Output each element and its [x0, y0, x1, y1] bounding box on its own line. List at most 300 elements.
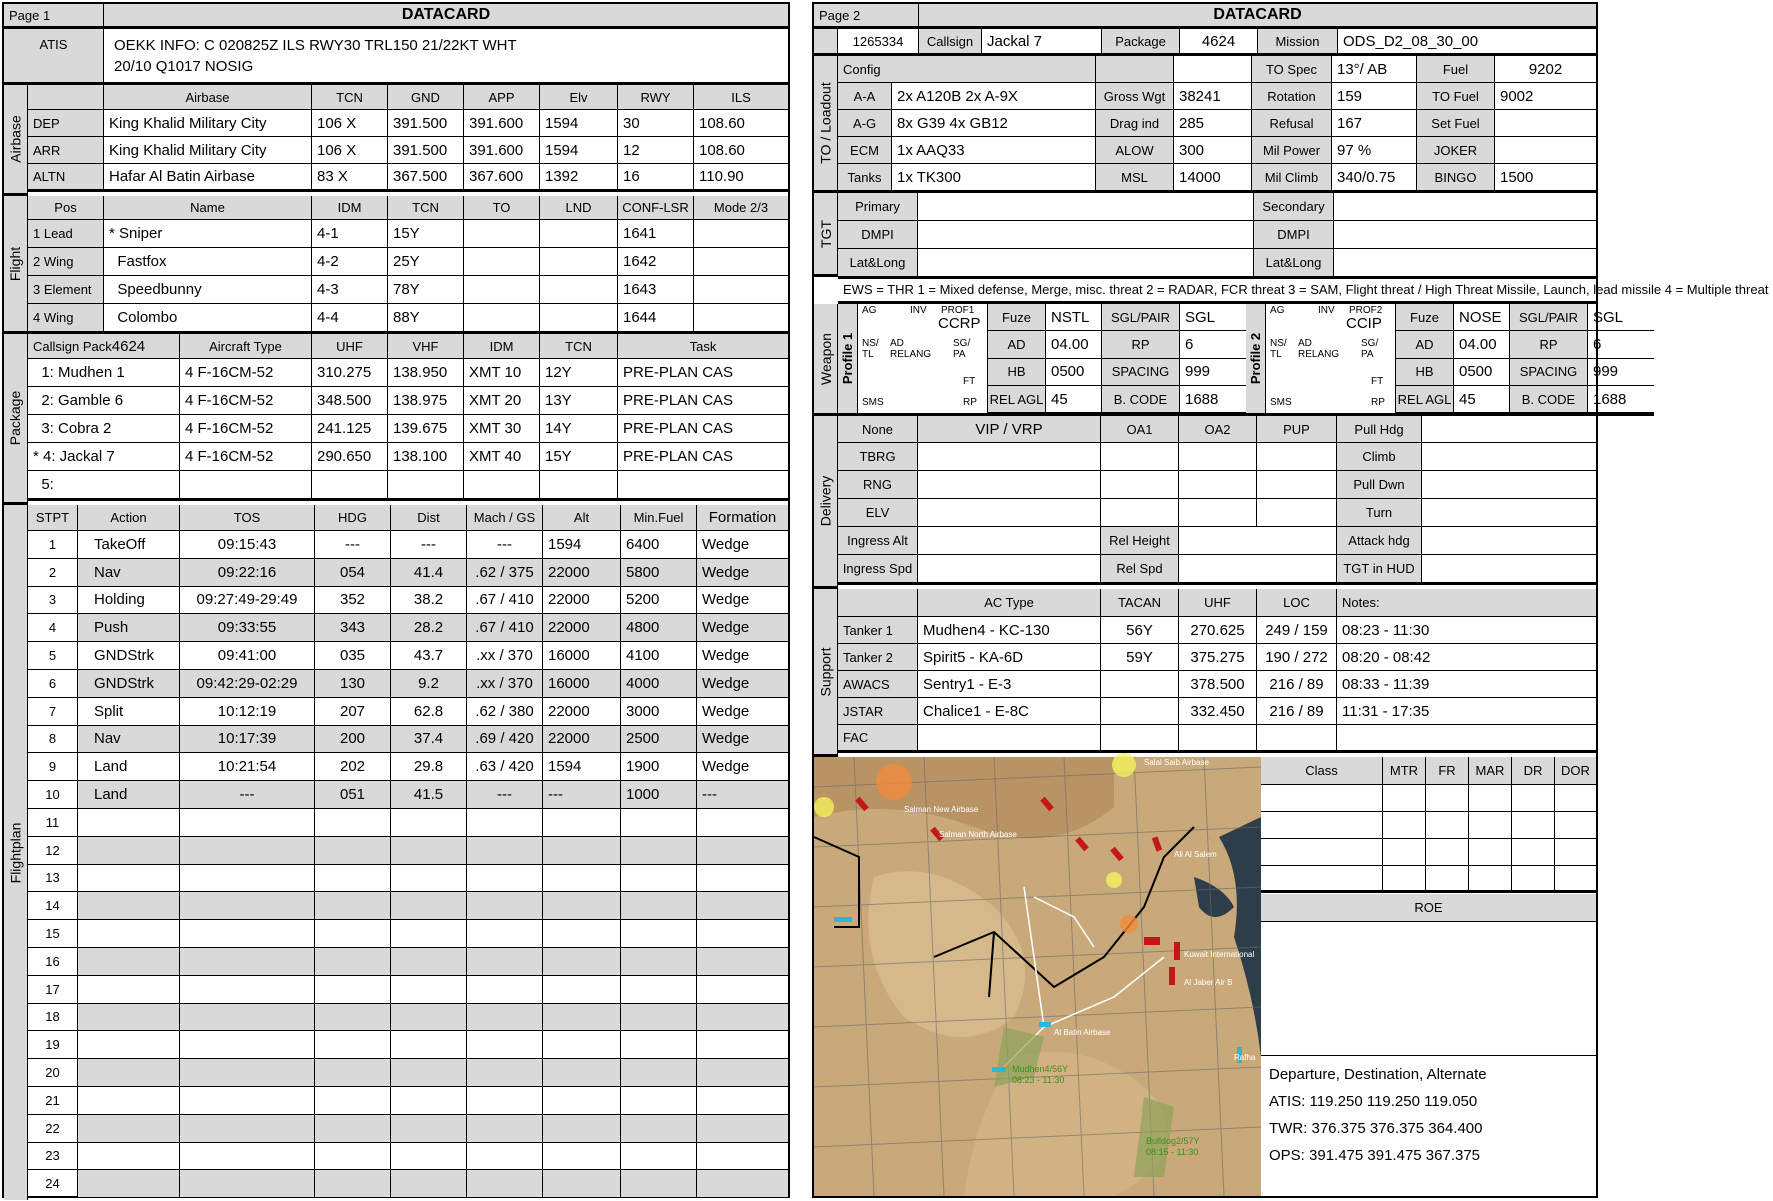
flightplan-cell: 3000 [621, 698, 697, 725]
flightplan-cell: 352 [315, 587, 391, 614]
tgt-field[interactable] [918, 193, 1254, 220]
flightplan-cell [697, 892, 788, 919]
airbase-cell: 108.60 [699, 141, 745, 159]
table-row [838, 698, 1596, 725]
weapon-label: SPACING [1102, 359, 1180, 385]
table-row [1261, 894, 1596, 922]
flightplan-cell [697, 920, 788, 947]
airbase-cell: Hafar Al Batin Airbase [104, 164, 312, 189]
profile-mode: CCRP [938, 315, 981, 332]
profile-ag-label: AG [862, 305, 877, 316]
class-cell[interactable] [1261, 866, 1383, 890]
package-cell: XMT 10 [464, 359, 540, 386]
airbase-header: TCN [312, 85, 388, 109]
tgt-field[interactable] [1334, 193, 1596, 220]
flightplan-cell [621, 1087, 697, 1114]
flightplan-cell [543, 892, 621, 919]
delivery-field[interactable] [1101, 443, 1179, 470]
flightplan-cell: .67 / 410 [467, 587, 543, 614]
delivery-field[interactable] [918, 555, 1101, 582]
weapon-label: RP [1102, 331, 1180, 357]
weapon-label: Fuze [988, 304, 1046, 330]
flightplan-cell [78, 1059, 180, 1086]
delivery-field[interactable] [1422, 471, 1596, 498]
delivery-field[interactable] [1422, 555, 1596, 582]
class-cell[interactable] [1512, 812, 1555, 838]
flight-row-label: 2 Wing [28, 248, 104, 275]
flightplan-cell: Wedge [702, 647, 750, 665]
weapon-value: 04.00 [1046, 331, 1102, 357]
steerpoint-number: 10 [28, 781, 78, 808]
class-cell[interactable] [1469, 866, 1512, 890]
delivery-field[interactable] [918, 471, 1101, 498]
flightplan-cell [180, 1004, 315, 1031]
package-header: TCN [540, 334, 618, 358]
table-row [28, 559, 788, 587]
class-cell[interactable] [1383, 839, 1426, 865]
delivery-field[interactable] [1422, 527, 1596, 554]
support-cell: 59Y [1101, 644, 1179, 670]
table-row [28, 276, 788, 304]
flight-cell [694, 248, 788, 275]
flightplan-cell: 09:22:16 [180, 559, 315, 586]
flightplan-cell [180, 865, 315, 892]
profile-pa-label: PA [953, 349, 966, 360]
airbase-cell: 367.500 [388, 164, 464, 189]
table-row [1396, 331, 1654, 358]
flightplan-cell [78, 809, 180, 836]
flightplan-cell: 09:41:00 [180, 642, 315, 669]
class-cell[interactable] [1261, 812, 1383, 838]
package-cell: 4 F-16CM-52 [180, 415, 312, 442]
flight-cell: * Sniper [104, 220, 312, 247]
table-row [28, 1143, 788, 1171]
flightplan-cell [180, 892, 315, 919]
flight-row-label: 3 Element [28, 276, 104, 303]
flightplan-cell [697, 1031, 788, 1058]
delivery-label: Ingress Spd [838, 555, 918, 582]
table-row [28, 976, 788, 1004]
table-row [838, 589, 1596, 617]
class-cell[interactable] [1512, 839, 1555, 865]
support-header: AC Type [918, 589, 1101, 616]
flightplan-cell [78, 920, 180, 947]
flightplan-cell [78, 1087, 180, 1114]
support-cell: 56Y [1101, 617, 1179, 643]
flight-cell [694, 276, 788, 303]
flightplan-cell: 202 [315, 753, 391, 780]
delivery-field[interactable] [1422, 443, 1596, 470]
table-row [28, 304, 788, 334]
datacard-page-1 [2, 2, 790, 1198]
callsign-pack-label: Callsign Pack [33, 338, 112, 354]
delivery-field[interactable] [1101, 499, 1179, 526]
class-header: DR [1512, 757, 1555, 784]
flightplan-cell [78, 1143, 180, 1170]
loadout-value: 159 [1332, 83, 1417, 109]
package-cell [618, 471, 788, 498]
weapon-value: 1688 [1593, 390, 1627, 408]
loadout-section-label: TO / Loadout [814, 56, 838, 193]
airbase-section-label: Airbase [4, 85, 28, 196]
class-cell[interactable] [1512, 785, 1555, 811]
flightplan-cell [621, 892, 697, 919]
flightplan-cell: .62 / 375 [467, 559, 543, 586]
flightplan-cell [543, 1004, 621, 1031]
table-row [28, 196, 788, 220]
flightplan-cell [543, 837, 621, 864]
airbase-cell: 106 X [312, 110, 388, 136]
weapon-value: SGL [1593, 308, 1624, 326]
flightplan-cell: 10:12:19 [180, 698, 315, 725]
table-row [1261, 812, 1596, 839]
mission-label: Mission [1258, 29, 1338, 53]
airbase-cell: 367.600 [464, 164, 540, 189]
blank-cell [1096, 56, 1174, 82]
package-header: Task [618, 334, 788, 358]
flightplan-cell [315, 1004, 391, 1031]
table-row [838, 56, 1596, 83]
airbase-cell: 391.600 [464, 137, 540, 163]
weapon-settings-weapon1 [988, 304, 1246, 416]
flightplan-cell: .xx / 370 [467, 642, 543, 669]
flight-cell [694, 304, 788, 331]
steerpoint-number: 12 [28, 837, 78, 864]
flightplan-header: HDG [315, 505, 391, 530]
flight-header: Pos [28, 196, 104, 219]
support-cell: 375.275 [1179, 644, 1257, 670]
delivery-field[interactable] [1257, 443, 1337, 470]
steerpoint-number: 13 [28, 865, 78, 892]
table-row [28, 137, 788, 164]
class-cell[interactable] [1383, 785, 1426, 811]
airbase-cell: King Khalid Military City [104, 137, 312, 163]
flightplan-cell: .69 / 420 [467, 726, 543, 753]
flightplan-cell [467, 920, 543, 947]
delivery-label: TGT in HUD [1337, 555, 1422, 582]
airbase-header [28, 85, 104, 109]
class-cell[interactable] [1261, 785, 1383, 811]
atis-line-1: OEKK INFO: C 020825Z ILS RWY30 TRL150 21/22KT WHT [114, 36, 517, 54]
flightplan-cell [180, 1087, 315, 1114]
tgt-field[interactable] [1334, 221, 1596, 248]
steerpoint-number: 24 [28, 1170, 78, 1197]
class-cell[interactable] [1469, 839, 1512, 865]
delivery-field[interactable] [1257, 471, 1337, 498]
support-cell: 216 / 89 [1257, 698, 1337, 724]
flightplan-cell: 41.4 [391, 559, 467, 586]
to-spec-label: TO Spec [1252, 56, 1332, 82]
airbase-cell: 391.500 [388, 137, 464, 163]
flightplan-cell: Wedge [702, 591, 750, 609]
delivery-field[interactable] [918, 527, 1101, 554]
flightplan-cell: 22000 [543, 559, 621, 586]
table-row [28, 387, 788, 415]
blank-cell [838, 589, 918, 616]
flightplan-cell [391, 976, 467, 1003]
flightplan-cell [621, 1059, 697, 1086]
flightplan-cell: Wedge [697, 559, 788, 586]
delivery-label: Climb [1337, 443, 1422, 470]
weapon-label: SPACING [1510, 359, 1588, 385]
support-cell: Spirit5 - KA-6D [918, 644, 1101, 670]
profile-label: Profile 2 [1246, 304, 1266, 413]
flight-cell [540, 304, 618, 331]
flight-cell [540, 248, 618, 275]
class-cell[interactable] [1555, 839, 1596, 865]
flightplan-cell: Push [78, 614, 180, 641]
weapon-value: 1688 [1185, 390, 1219, 408]
delivery-field[interactable] [1422, 499, 1596, 526]
delivery-label: ELV [838, 499, 918, 526]
class-cell[interactable] [1469, 785, 1512, 811]
support-cell: 08:20 - 08:42 [1342, 648, 1431, 666]
flightplan-header: Min.Fuel [621, 505, 697, 530]
config-label: Config [838, 56, 1096, 82]
flightplan-cell: 09:27:49-29:49 [180, 587, 315, 614]
flightplan-cell [391, 809, 467, 836]
airbase-cell: 106 X [312, 137, 388, 163]
steerpoint-number: 4 [28, 614, 78, 641]
flightplan-cell: 09:42:29-02:29 [180, 670, 315, 697]
weapon-label: AD [988, 331, 1046, 357]
table-row [838, 164, 1596, 193]
class-cell[interactable] [1555, 812, 1596, 838]
flightplan-cell [180, 976, 315, 1003]
tgt-field[interactable] [918, 249, 1254, 276]
class-cell[interactable] [1469, 812, 1512, 838]
table-row [28, 920, 788, 948]
package-cell: 14Y [540, 415, 618, 442]
flightplan-cell: 22000 [543, 587, 621, 614]
profile-sg-label: SG/ [1361, 338, 1379, 349]
delivery-label: RNG [838, 471, 918, 498]
delivery-field[interactable] [918, 443, 1101, 470]
package-cell: 15Y [540, 443, 618, 470]
package-cell: * 4: Jackal 7 [28, 443, 180, 470]
class-cell[interactable] [1555, 866, 1596, 890]
flightplan-cell: Holding [78, 587, 180, 614]
flightplan-cell [315, 976, 391, 1003]
tgt-field[interactable] [918, 221, 1254, 248]
flightplan-cell: 054 [315, 559, 391, 586]
package-section-label: Package [4, 334, 28, 505]
tgt-label: DMPI [1254, 221, 1334, 248]
map-label: Salman North Airbase [939, 830, 1017, 839]
atis-line-2: 20/10 Q1017 NOSIG [114, 57, 254, 75]
flightplan-cell [315, 865, 391, 892]
class-cell[interactable] [1261, 839, 1383, 865]
map-image[interactable] [814, 757, 1261, 1196]
flight-header: TO [464, 196, 540, 219]
package-cell [312, 471, 388, 498]
roe-field[interactable] [1261, 922, 1596, 1056]
table-row [28, 443, 788, 471]
map-label: Mudhen4/56Y [1012, 1064, 1069, 1074]
flightplan-cell: --- [467, 531, 543, 558]
flightplan-cell [621, 948, 697, 975]
flightplan-cell: 1000 [621, 781, 697, 808]
map-label: Rafha [1234, 1053, 1256, 1062]
table-row [838, 471, 1596, 499]
weapon-label: HB [1396, 359, 1454, 385]
delivery-field[interactable] [918, 499, 1101, 526]
flight-cell: Colombo [104, 304, 312, 331]
table-row [28, 531, 788, 559]
delivery-field[interactable] [1179, 471, 1257, 498]
profile-tl-label: TL [862, 349, 874, 360]
flightplan-cell: --- [315, 531, 391, 558]
steerpoint-number: 1 [28, 531, 78, 558]
flightplan-cell: 22000 [543, 698, 621, 725]
flightplan-cell: --- [180, 781, 315, 808]
loadout-value: 9002 [1500, 87, 1534, 105]
atis-label: ATIS [4, 29, 104, 82]
delivery-field[interactable] [1179, 443, 1257, 470]
weapon-label: B. CODE [1510, 386, 1588, 412]
profile-ad-label: AD [890, 338, 904, 349]
flightplan-cell [78, 1031, 180, 1058]
class-cell[interactable] [1426, 866, 1469, 890]
airbase-cell: 16 [618, 164, 694, 189]
steerpoint-number: 15 [28, 920, 78, 947]
profile-ft-label: FT [963, 376, 976, 387]
flightplan-cell: GNDStrk [78, 670, 180, 697]
table-row [28, 471, 788, 501]
delivery-field[interactable] [1179, 527, 1337, 554]
steerpoint-number: 2 [28, 559, 78, 586]
flightplan-cell [391, 1143, 467, 1170]
map-label: 08:15 - 11:30 [1146, 1147, 1199, 1157]
package-header: IDM [464, 334, 540, 358]
package-cell: PRE-PLAN CAS [623, 420, 734, 437]
id-number: 1265334 [838, 29, 919, 53]
class-cell[interactable] [1383, 812, 1426, 838]
flight-cell: 4-4 [312, 304, 388, 331]
flightplan-cell [315, 1143, 391, 1170]
loadout-value: 97 % [1332, 137, 1417, 163]
table-row [1261, 757, 1596, 785]
steerpoint-number: 17 [28, 976, 78, 1003]
flightplan-cell [315, 809, 391, 836]
table-row [28, 837, 788, 865]
flightplan-cell: 343 [315, 614, 391, 641]
roe-label: ROE [1261, 894, 1596, 921]
flightplan-cell [697, 976, 788, 1003]
flightplan-cell: 09:33:55 [180, 614, 315, 641]
loadout-label: ALOW [1096, 137, 1174, 163]
flightplan-cell [543, 1143, 621, 1170]
flightplan-cell [621, 865, 697, 892]
class-roe-panel [1261, 757, 1596, 1196]
profile-label: Profile 1 [838, 304, 858, 413]
flightplan-cell: 051 [315, 781, 391, 808]
flightplan-header: TOS [180, 505, 315, 530]
class-cell[interactable] [1512, 866, 1555, 890]
class-cell[interactable] [1426, 812, 1469, 838]
table-row [28, 164, 788, 192]
airbase-header: APP [464, 85, 540, 109]
table-row [28, 110, 788, 137]
class-cell[interactable] [1426, 839, 1469, 865]
package-cell: 310.275 [312, 359, 388, 386]
callsign-value: Jackal 7 [982, 29, 1102, 53]
flightplan-cell: 38.2 [391, 587, 467, 614]
table-row [28, 334, 788, 359]
tgt-field[interactable] [1334, 249, 1596, 276]
class-cell[interactable] [1555, 785, 1596, 811]
flightplan-cell [543, 1031, 621, 1058]
airbase-header: ILS [694, 85, 788, 109]
map-label: Al Jaber Air B [1184, 978, 1233, 987]
support-label: Tanker 1 [838, 617, 918, 643]
flightplan-cell [467, 1004, 543, 1031]
class-cell[interactable] [1383, 866, 1426, 890]
weapon-label: SGL/PAIR [1102, 304, 1180, 330]
airbase-header: RWY [618, 85, 694, 109]
frequency-title: Departure, Destination, Alternate [1269, 1066, 1487, 1083]
delivery-field[interactable] [1101, 471, 1179, 498]
tgt-label: Primary [838, 193, 918, 220]
flightplan-cell [543, 1059, 621, 1086]
loadout-label: Gross Wgt [1096, 83, 1174, 109]
flightplan-cell: 2500 [621, 726, 697, 753]
delivery-field[interactable] [1179, 499, 1257, 526]
support-cell: 378.500 [1179, 671, 1257, 697]
flight-header: LND [540, 196, 618, 219]
package-cell: XMT 40 [464, 443, 540, 470]
delivery-field[interactable] [1257, 499, 1337, 526]
weapon-value: 999 [1593, 363, 1619, 381]
profile-inv-label: INV [1318, 305, 1335, 316]
flightplan-cell [315, 1170, 391, 1197]
steerpoint-number: 11 [28, 809, 78, 836]
flightplan-cell [543, 920, 621, 947]
flightplan-cell: 035 [315, 642, 391, 669]
loadout-label: MSL [1096, 164, 1174, 190]
delivery-label: Pull Dwn [1337, 471, 1422, 498]
flight-cell: 4-2 [312, 248, 388, 275]
flightplan-cell [180, 1059, 315, 1086]
support-label: JSTAR [838, 698, 918, 724]
flightplan-cell [467, 865, 543, 892]
flightplan-cell: 16000 [543, 642, 621, 669]
table-row [28, 415, 788, 443]
package-cell: 241.125 [312, 415, 388, 442]
flightplan-cell: Wedge [697, 614, 788, 641]
map-graphic [814, 757, 1261, 1196]
delivery-field[interactable] [1179, 555, 1337, 582]
loadout-value: 38241 [1174, 83, 1252, 109]
profile-name: PROF1 [941, 305, 975, 316]
table-row [1261, 785, 1596, 812]
table-row [838, 443, 1596, 471]
package-cell: 5: [28, 471, 180, 498]
callsign-label: Callsign [919, 29, 982, 53]
weapon-label: REL AGL [988, 386, 1046, 412]
loadout-label: Drag ind [1096, 110, 1174, 136]
package-label: Package [1102, 29, 1180, 53]
table-row [838, 110, 1596, 137]
airbase-cell: 30 [618, 110, 694, 136]
profile-name: PROF2 [1349, 305, 1383, 316]
loadout-label: Refusal [1252, 110, 1332, 136]
class-cell[interactable] [1426, 785, 1469, 811]
weapon-value: 04.00 [1454, 331, 1510, 357]
flightplan-header: Alt [543, 505, 621, 530]
flightplan-cell [467, 892, 543, 919]
flightplan-cell [315, 837, 391, 864]
